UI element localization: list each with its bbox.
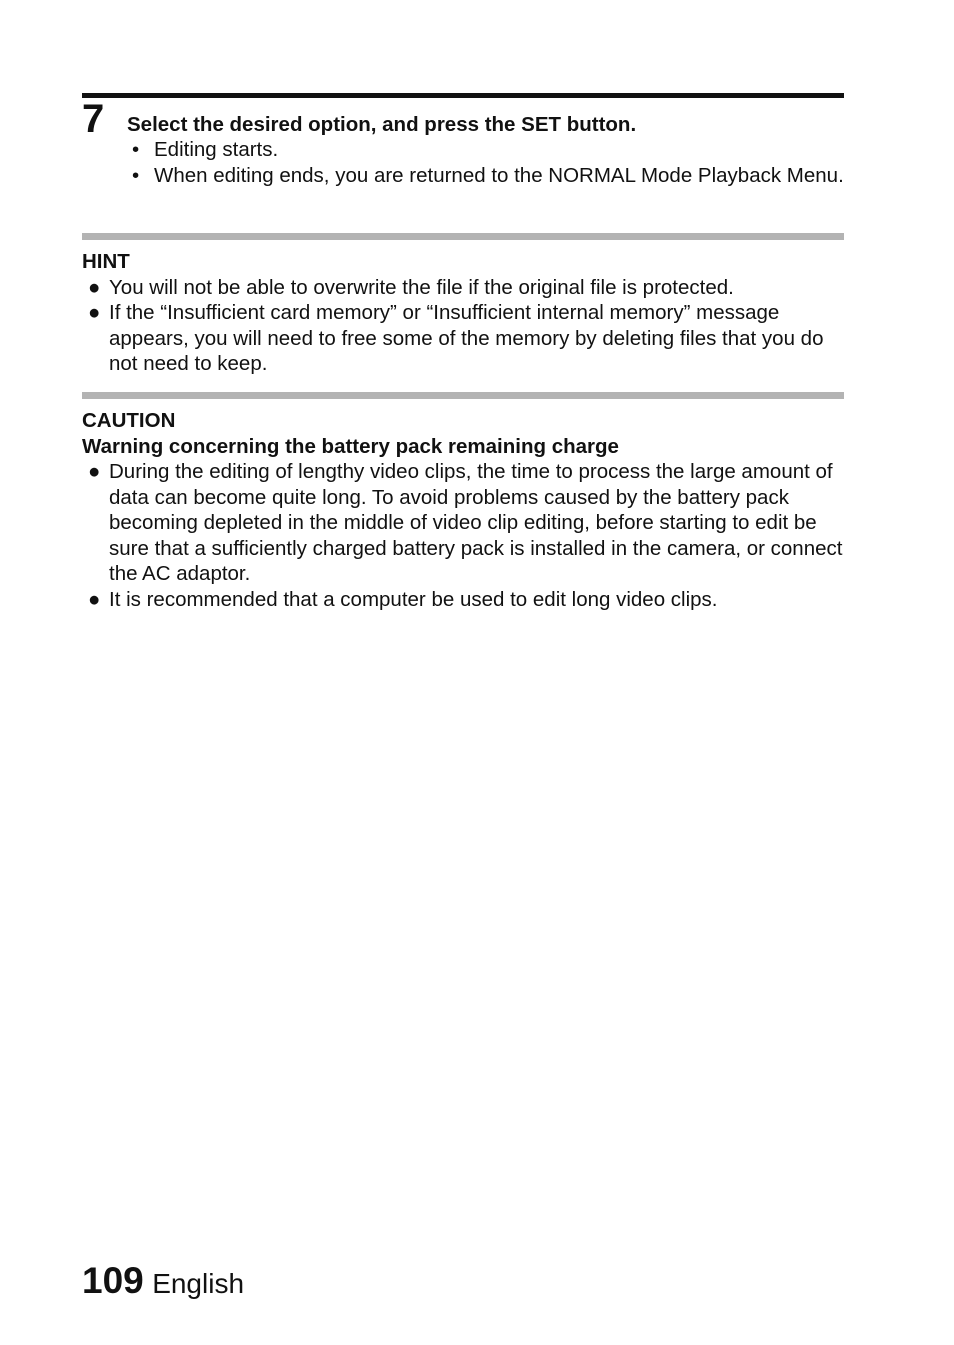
caution-box	[82, 392, 844, 612]
bullet-icon: ●	[88, 460, 101, 483]
sub-bullet-icon: •	[132, 138, 140, 161]
hint-list	[82, 275, 844, 377]
caution-list-item	[82, 587, 844, 613]
page-number: 109	[82, 1260, 144, 1301]
step-list-item-text: Editing starts.	[154, 138, 279, 161]
hint-list-item	[82, 300, 844, 377]
step-list	[130, 137, 844, 188]
hint-list-item-text: You will not be able to overwrite the file if the original file is protected.	[109, 275, 734, 299]
caution-list-item-text: It is recommended that a computer be used to edit long video clips.	[109, 587, 718, 611]
caution-list-item	[82, 459, 844, 587]
bullet-icon: ●	[88, 301, 101, 324]
step-list-item	[130, 163, 844, 189]
step-number: 7	[82, 97, 105, 141]
step-list-item	[130, 137, 844, 163]
hint-top-rule	[82, 233, 844, 240]
step-list-item-text: When editing ends, you are returned to the NORMAL Mode Playback Menu.	[154, 163, 844, 187]
step-section	[82, 93, 844, 187]
page-footer	[82, 1260, 244, 1302]
step-title: Select the desired option, and press the SET button.	[127, 113, 637, 136]
caution-top-rule	[82, 392, 844, 399]
sub-bullet-icon: •	[132, 163, 140, 187]
bullet-icon: ●	[88, 587, 101, 611]
hint-list-item-text: If the “Insufficient card memory” or “Insufficient internal memory” message appears, you will need to free some of the memory by deleting files that you do not need to keep.	[109, 301, 824, 375]
hint-heading: HINT	[82, 250, 130, 273]
step-top-rule	[82, 93, 844, 98]
caution-heading: CAUTION	[82, 409, 176, 432]
caution-list-item-text: During the editing of lengthy video clips, the time to process the large amount of data can become quite long. To avoid problems caused by the battery pack becoming depleted in the middle of video clip editing, before starting to edit be sure that a sufficiently charged battery pack is installed in the camera, or connect the AC adaptor.	[109, 460, 843, 585]
page-language: English	[152, 1268, 245, 1299]
hint-list-item	[82, 275, 844, 301]
bullet-icon: ●	[88, 275, 101, 299]
hint-box	[82, 233, 844, 377]
caution-subheading: Warning concerning the battery pack remaining charge	[82, 434, 619, 458]
caution-list	[82, 459, 844, 612]
